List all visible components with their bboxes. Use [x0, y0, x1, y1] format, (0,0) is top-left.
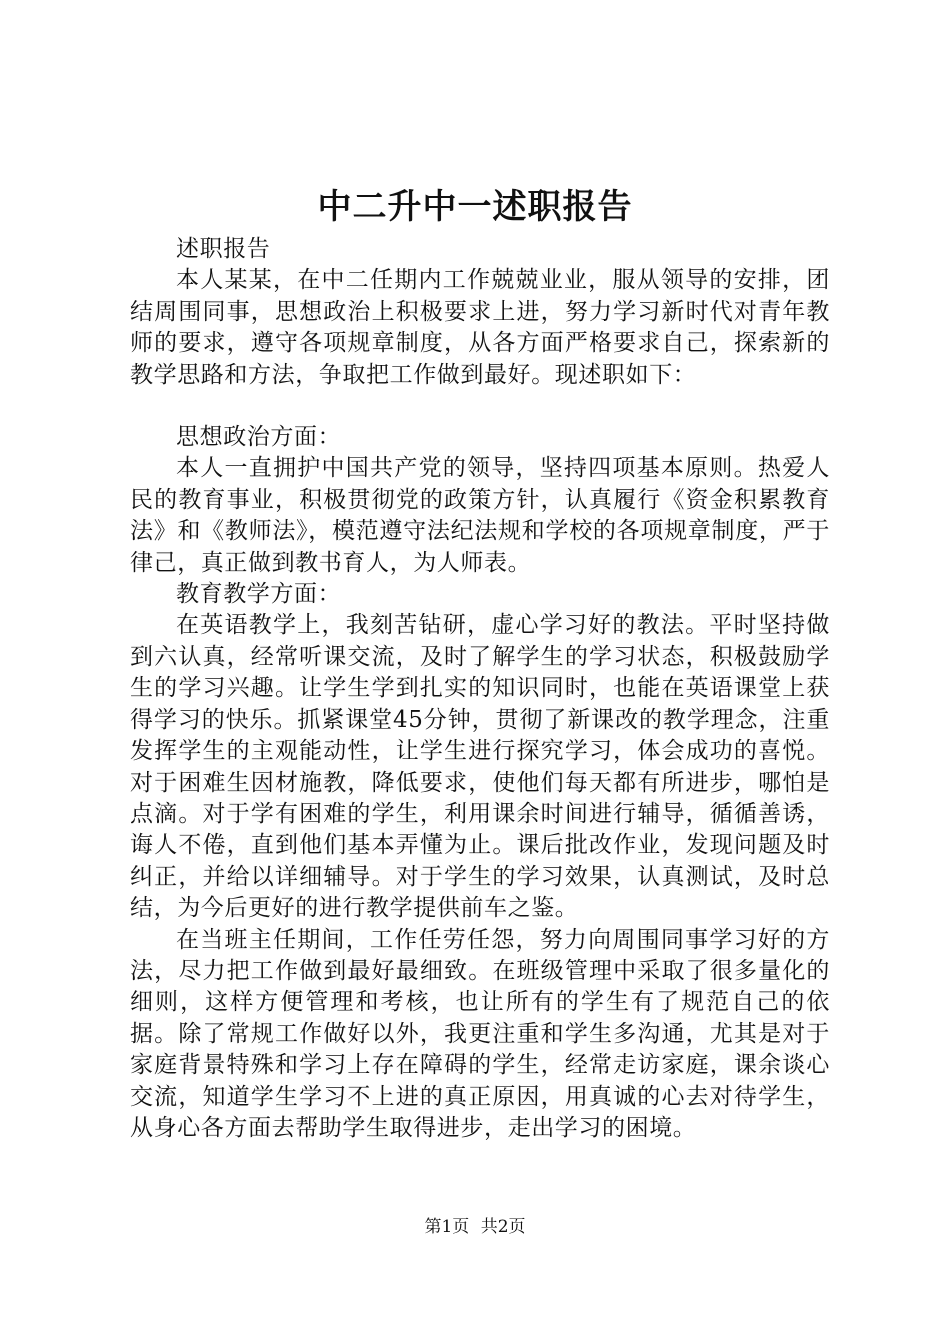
page-footer: 第1页 共2页	[424, 1217, 526, 1237]
paragraph-teaching: 在英语教学上，我刻苦钻研，虚心学习好的教法。平时坚持做到六认真，经常听课交流，及时了解学生的学习状态，积极鼓励学生的学习兴趣。让学生学到扎实的知识同时，也能在英语课堂上获得学习的快乐。抓紧课堂45分钟，贯彻了新课改的教学理念，注重发挥学生的主观能动性，让学生进行探究学习，体会成功的喜悦。对于困难生因材施教，降低要求，使他们每天都有所进步，哪怕是点滴。对于学有困难的学生，利用课余时间进行辅导，循循善诱，诲人不倦，直到他们基本弄懂为止。课后批改作业，发现问题及时纠正，并给以详细辅导。对于学生的学习效果，认真测试，及时总结，为今后更好的进行教学提供前车之鉴。	[130, 612, 830, 922]
section-heading-teaching: 教育教学方面：	[176, 581, 342, 608]
paragraph-class-teacher: 在当班主任期间，工作任劳任怨，努力向周围同事学习好的方法，尽力把工作做到最好最细致。在班级管理中采取了很多量化的细则，这样方便管理和考核，也让所有的学生有了规范自己的依据。除了常规工作做好以外，我更注重和学生多沟通，尤其是对于家庭背景特殊和学习上存在障碍的学生，经常走访家庭，课余谈心交流，知道学生学习不上进的真正原因，用真诚的心去对待学生，从身心各方面去帮助学生取得进步，走出学习的困境。	[130, 926, 830, 1141]
document-body	[130, 234, 830, 1144]
paragraph-spacer	[130, 391, 830, 422]
paragraph-heading: 述职报告	[176, 236, 271, 262]
paragraph-politics: 本人一直拥护中国共产党的领导，坚持四项基本原则。热爱人民的教育事业，积极贯彻党的政策方针，认真履行《资金积累教育法》和《教师法》，模范遵守法纪法规和学校的各项规章制度，严于律己，真正做到教书育人，为人师表。	[130, 455, 830, 576]
paragraph-intro: 本人某某，在中二任期内工作兢兢业业，服从领导的安排，团结周围同事，思想政治上积极要求上进，努力学习新时代对青年教师的要求，遵守各项规章制度，从各方面严格要求自己，探索新的教学思路和方法，争取把工作做到最好。现述职如下：	[130, 267, 830, 388]
section-heading-politics: 思想政治方面：	[176, 424, 342, 451]
document-title: 中二升中一述职报告	[317, 187, 633, 227]
